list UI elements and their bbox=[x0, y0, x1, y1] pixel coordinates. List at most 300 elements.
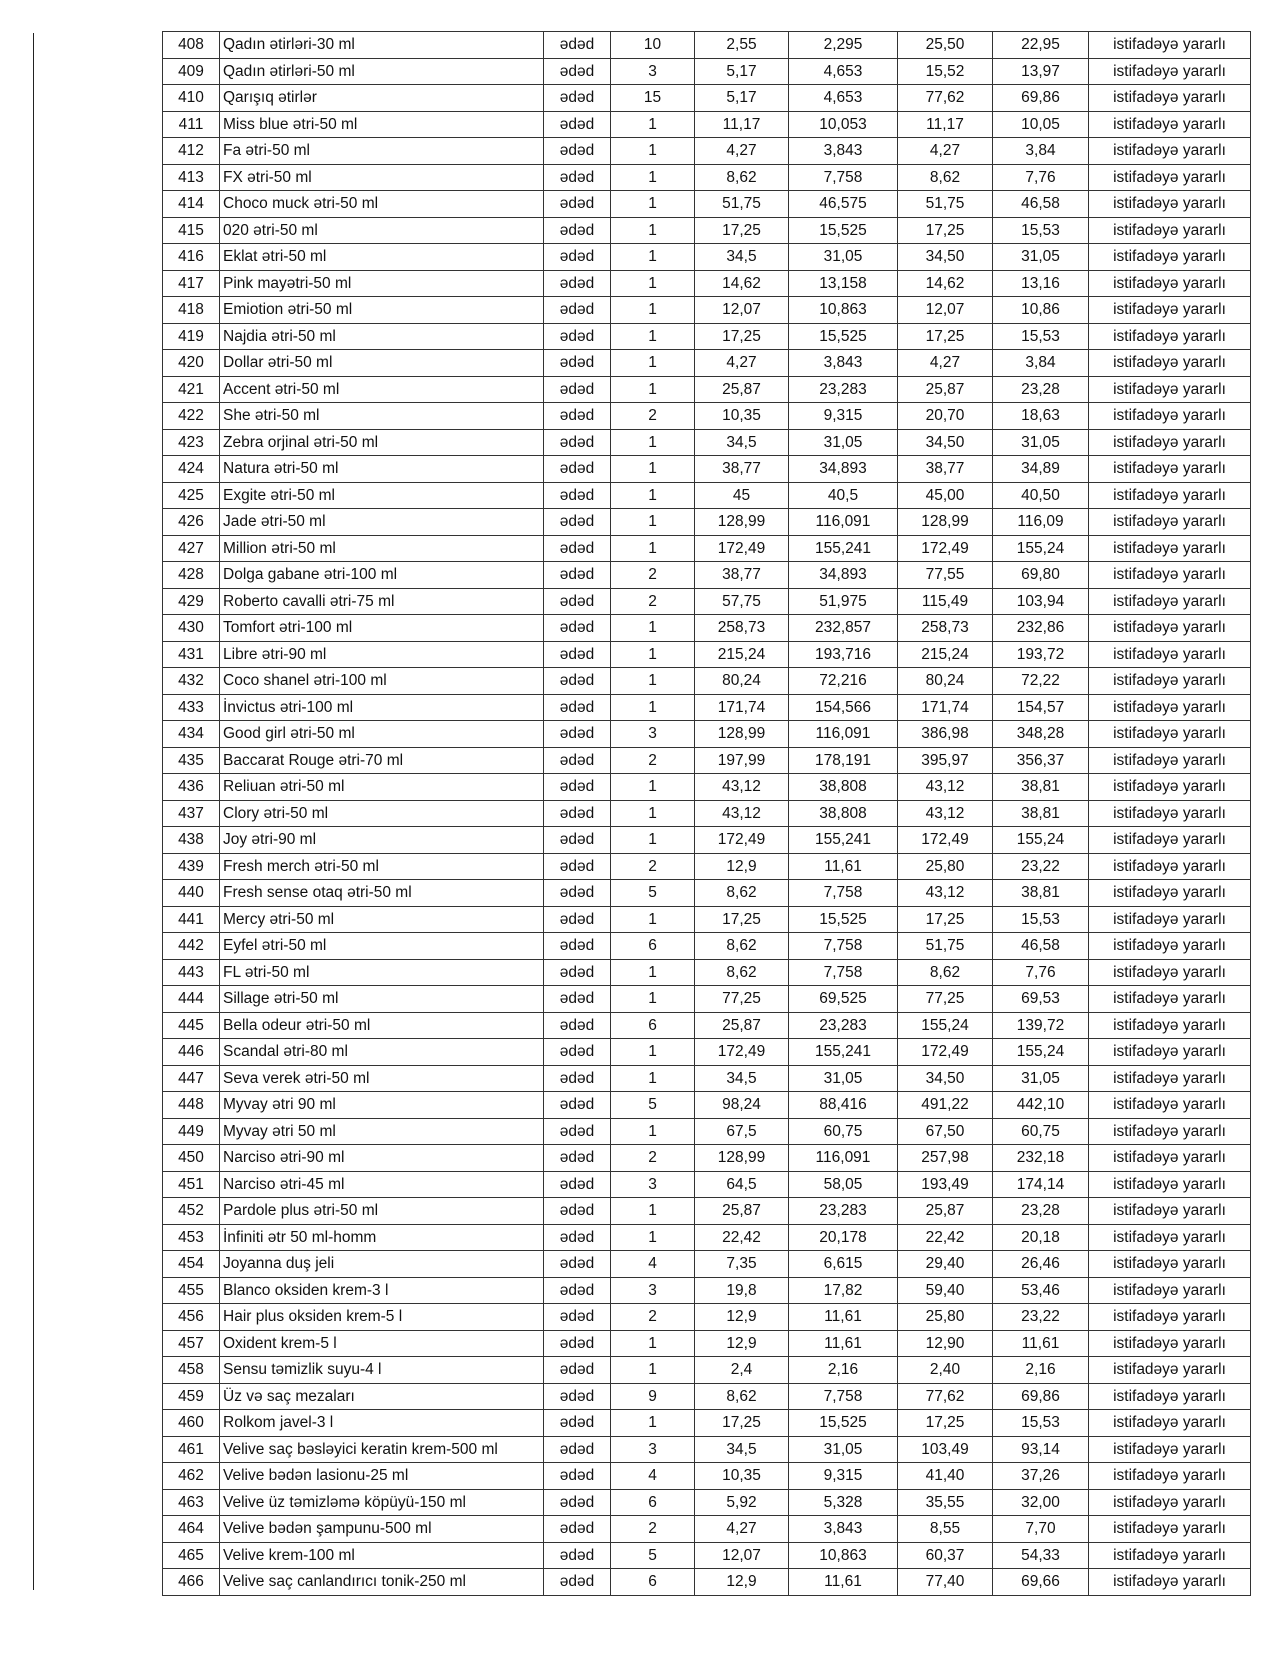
table-row bbox=[163, 1436, 1251, 1463]
row-number-cell: 426 bbox=[163, 509, 220, 536]
quantity-cell: 15 bbox=[611, 85, 695, 112]
table-row bbox=[163, 1516, 1251, 1543]
item-name-cell: Baccarat Rouge ətri-70 ml bbox=[220, 747, 544, 774]
total-residual-cell: 69,86 bbox=[993, 1383, 1089, 1410]
total-amount-cell: 25,50 bbox=[898, 32, 993, 59]
item-name-cell: Velive bədən şampunu-500 ml bbox=[220, 1516, 544, 1543]
total-residual-cell: 38,81 bbox=[993, 774, 1089, 801]
unit-price-residual-cell: 154,566 bbox=[789, 694, 898, 721]
item-name-cell: Blanco oksiden krem-3 l bbox=[220, 1277, 544, 1304]
total-amount-cell: 25,80 bbox=[898, 1304, 993, 1331]
row-number-cell: 447 bbox=[163, 1065, 220, 1092]
unit-price-cell: 8,62 bbox=[695, 959, 789, 986]
row-number-cell: 441 bbox=[163, 906, 220, 933]
quantity-cell: 1 bbox=[611, 217, 695, 244]
total-amount-cell: 257,98 bbox=[898, 1145, 993, 1172]
item-name-cell: Velive krem-100 ml bbox=[220, 1542, 544, 1569]
total-amount-cell: 171,74 bbox=[898, 694, 993, 721]
table-row bbox=[163, 350, 1251, 377]
total-residual-cell: 38,81 bbox=[993, 880, 1089, 907]
total-residual-cell: 2,16 bbox=[993, 1357, 1089, 1384]
row-number-cell: 463 bbox=[163, 1489, 220, 1516]
total-amount-cell: 12,07 bbox=[898, 297, 993, 324]
quantity-cell: 1 bbox=[611, 906, 695, 933]
table-row bbox=[163, 1463, 1251, 1490]
unit-cell: ədəd bbox=[544, 535, 611, 562]
total-residual-cell: 13,97 bbox=[993, 58, 1089, 85]
unit-price-residual-cell: 58,05 bbox=[789, 1171, 898, 1198]
total-residual-cell: 31,05 bbox=[993, 429, 1089, 456]
total-amount-cell: 34,50 bbox=[898, 1065, 993, 1092]
status-cell: istifadəyə yararlı bbox=[1089, 641, 1251, 668]
item-name-cell: Zebra orjinal ətri-50 ml bbox=[220, 429, 544, 456]
item-name-cell: Najdia ətri-50 ml bbox=[220, 323, 544, 350]
item-name-cell: Bella odeur ətri-50 ml bbox=[220, 1012, 544, 1039]
unit-price-residual-cell: 3,843 bbox=[789, 350, 898, 377]
item-name-cell: Sillage ətri-50 ml bbox=[220, 986, 544, 1013]
item-name-cell: Exgite ətri-50 ml bbox=[220, 482, 544, 509]
total-residual-cell: 40,50 bbox=[993, 482, 1089, 509]
unit-price-cell: 8,62 bbox=[695, 933, 789, 960]
row-number-cell: 433 bbox=[163, 694, 220, 721]
quantity-cell: 3 bbox=[611, 1277, 695, 1304]
total-residual-cell: 15,53 bbox=[993, 323, 1089, 350]
item-name-cell: Qadın ətirləri-50 ml bbox=[220, 58, 544, 85]
total-residual-cell: 31,05 bbox=[993, 1065, 1089, 1092]
unit-cell: ədəd bbox=[544, 429, 611, 456]
row-number-cell: 417 bbox=[163, 270, 220, 297]
total-residual-cell: 37,26 bbox=[993, 1463, 1089, 1490]
item-name-cell: Joyanna duş jeli bbox=[220, 1251, 544, 1278]
unit-price-cell: 12,07 bbox=[695, 297, 789, 324]
item-name-cell: Qadın ətirləri-30 ml bbox=[220, 32, 544, 59]
table-row bbox=[163, 1330, 1251, 1357]
table-row bbox=[163, 270, 1251, 297]
total-residual-cell: 15,53 bbox=[993, 1410, 1089, 1437]
status-cell: istifadəyə yararlı bbox=[1089, 1489, 1251, 1516]
unit-price-cell: 34,5 bbox=[695, 244, 789, 271]
status-cell: istifadəyə yararlı bbox=[1089, 58, 1251, 85]
table-row bbox=[163, 1542, 1251, 1569]
unit-price-cell: 128,99 bbox=[695, 721, 789, 748]
row-number-cell: 436 bbox=[163, 774, 220, 801]
item-name-cell: Pardole plus ətri-50 ml bbox=[220, 1198, 544, 1225]
unit-cell: ədəd bbox=[544, 58, 611, 85]
total-residual-cell: 155,24 bbox=[993, 535, 1089, 562]
inventory-table-body bbox=[163, 32, 1251, 1596]
quantity-cell: 1 bbox=[611, 1357, 695, 1384]
quantity-cell: 1 bbox=[611, 694, 695, 721]
total-amount-cell: 43,12 bbox=[898, 800, 993, 827]
unit-price-residual-cell: 3,843 bbox=[789, 138, 898, 165]
total-amount-cell: 34,50 bbox=[898, 429, 993, 456]
quantity-cell: 3 bbox=[611, 1171, 695, 1198]
total-amount-cell: 11,17 bbox=[898, 111, 993, 138]
row-number-cell: 427 bbox=[163, 535, 220, 562]
table-row bbox=[163, 1092, 1251, 1119]
unit-cell: ədəd bbox=[544, 1039, 611, 1066]
table-row bbox=[163, 32, 1251, 59]
status-cell: istifadəyə yararlı bbox=[1089, 880, 1251, 907]
table-row bbox=[163, 244, 1251, 271]
row-number-cell: 422 bbox=[163, 403, 220, 430]
status-cell: istifadəyə yararlı bbox=[1089, 615, 1251, 642]
unit-cell: ədəd bbox=[544, 562, 611, 589]
unit-cell: ədəd bbox=[544, 641, 611, 668]
quantity-cell: 1 bbox=[611, 191, 695, 218]
total-residual-cell: 174,14 bbox=[993, 1171, 1089, 1198]
unit-cell: ədəd bbox=[544, 1092, 611, 1119]
total-amount-cell: 17,25 bbox=[898, 906, 993, 933]
row-number-cell: 425 bbox=[163, 482, 220, 509]
unit-cell: ədəd bbox=[544, 85, 611, 112]
quantity-cell: 5 bbox=[611, 1542, 695, 1569]
unit-cell: ədəd bbox=[544, 297, 611, 324]
unit-price-cell: 34,5 bbox=[695, 1436, 789, 1463]
status-cell: istifadəyə yararlı bbox=[1089, 1277, 1251, 1304]
quantity-cell: 6 bbox=[611, 1569, 695, 1596]
unit-price-cell: 64,5 bbox=[695, 1171, 789, 1198]
unit-price-cell: 2,55 bbox=[695, 32, 789, 59]
total-amount-cell: 17,25 bbox=[898, 217, 993, 244]
status-cell: istifadəyə yararlı bbox=[1089, 774, 1251, 801]
item-name-cell: Scandal ətri-80 ml bbox=[220, 1039, 544, 1066]
unit-cell: ədəd bbox=[544, 482, 611, 509]
table-row bbox=[163, 562, 1251, 589]
unit-price-residual-cell: 116,091 bbox=[789, 509, 898, 536]
row-number-cell: 462 bbox=[163, 1463, 220, 1490]
item-name-cell: Eyfel ətri-50 ml bbox=[220, 933, 544, 960]
total-residual-cell: 22,95 bbox=[993, 32, 1089, 59]
table-row bbox=[163, 456, 1251, 483]
row-number-cell: 410 bbox=[163, 85, 220, 112]
unit-price-residual-cell: 4,653 bbox=[789, 58, 898, 85]
table-row bbox=[163, 668, 1251, 695]
total-residual-cell: 46,58 bbox=[993, 933, 1089, 960]
quantity-cell: 1 bbox=[611, 959, 695, 986]
item-name-cell: Fresh sense otaq ətri-50 ml bbox=[220, 880, 544, 907]
item-name-cell: Eklat ətri-50 ml bbox=[220, 244, 544, 271]
unit-cell: ədəd bbox=[544, 853, 611, 880]
table-row bbox=[163, 1224, 1251, 1251]
status-cell: istifadəyə yararlı bbox=[1089, 959, 1251, 986]
quantity-cell: 1 bbox=[611, 641, 695, 668]
status-cell: istifadəyə yararlı bbox=[1089, 1542, 1251, 1569]
status-cell: istifadəyə yararlı bbox=[1089, 1171, 1251, 1198]
unit-cell: ədəd bbox=[544, 270, 611, 297]
quantity-cell: 5 bbox=[611, 880, 695, 907]
item-name-cell: Fresh merch ətri-50 ml bbox=[220, 853, 544, 880]
unit-price-cell: 12,9 bbox=[695, 1330, 789, 1357]
quantity-cell: 1 bbox=[611, 774, 695, 801]
total-amount-cell: 22,42 bbox=[898, 1224, 993, 1251]
unit-cell: ədəd bbox=[544, 1357, 611, 1384]
item-name-cell: Narciso ətri-90 ml bbox=[220, 1145, 544, 1172]
unit-price-residual-cell: 155,241 bbox=[789, 827, 898, 854]
left-margin-line bbox=[33, 33, 34, 1590]
unit-price-residual-cell: 13,158 bbox=[789, 270, 898, 297]
quantity-cell: 1 bbox=[611, 1065, 695, 1092]
unit-cell: ədəd bbox=[544, 1463, 611, 1490]
table-row bbox=[163, 1251, 1251, 1278]
unit-cell: ədəd bbox=[544, 1251, 611, 1278]
quantity-cell: 1 bbox=[611, 1118, 695, 1145]
status-cell: istifadəyə yararlı bbox=[1089, 1145, 1251, 1172]
total-residual-cell: 11,61 bbox=[993, 1330, 1089, 1357]
table-row bbox=[163, 694, 1251, 721]
unit-price-residual-cell: 15,525 bbox=[789, 323, 898, 350]
total-amount-cell: 193,49 bbox=[898, 1171, 993, 1198]
row-number-cell: 464 bbox=[163, 1516, 220, 1543]
unit-cell: ədəd bbox=[544, 1436, 611, 1463]
table-row bbox=[163, 1304, 1251, 1331]
unit-price-cell: 128,99 bbox=[695, 1145, 789, 1172]
status-cell: istifadəyə yararlı bbox=[1089, 588, 1251, 615]
status-cell: istifadəyə yararlı bbox=[1089, 350, 1251, 377]
total-amount-cell: 77,40 bbox=[898, 1569, 993, 1596]
unit-price-residual-cell: 38,808 bbox=[789, 774, 898, 801]
item-name-cell: Rolkom javel-3 l bbox=[220, 1410, 544, 1437]
row-number-cell: 411 bbox=[163, 111, 220, 138]
total-residual-cell: 31,05 bbox=[993, 244, 1089, 271]
total-residual-cell: 32,00 bbox=[993, 1489, 1089, 1516]
total-residual-cell: 10,05 bbox=[993, 111, 1089, 138]
row-number-cell: 460 bbox=[163, 1410, 220, 1437]
quantity-cell: 1 bbox=[611, 376, 695, 403]
item-name-cell: Roberto cavalli ətri-75 ml bbox=[220, 588, 544, 615]
status-cell: istifadəyə yararlı bbox=[1089, 1410, 1251, 1437]
status-cell: istifadəyə yararlı bbox=[1089, 429, 1251, 456]
row-number-cell: 455 bbox=[163, 1277, 220, 1304]
item-name-cell: FX ətri-50 ml bbox=[220, 164, 544, 191]
quantity-cell: 2 bbox=[611, 562, 695, 589]
total-amount-cell: 172,49 bbox=[898, 827, 993, 854]
row-number-cell: 466 bbox=[163, 1569, 220, 1596]
unit-price-residual-cell: 10,053 bbox=[789, 111, 898, 138]
total-residual-cell: 34,89 bbox=[993, 456, 1089, 483]
total-residual-cell: 23,22 bbox=[993, 853, 1089, 880]
table-row bbox=[163, 1171, 1251, 1198]
unit-price-cell: 43,12 bbox=[695, 800, 789, 827]
table-row bbox=[163, 323, 1251, 350]
total-residual-cell: 7,76 bbox=[993, 164, 1089, 191]
unit-cell: ədəd bbox=[544, 1224, 611, 1251]
unit-price-cell: 25,87 bbox=[695, 1012, 789, 1039]
unit-cell: ədəd bbox=[544, 588, 611, 615]
item-name-cell: Pink mayətri-50 ml bbox=[220, 270, 544, 297]
quantity-cell: 1 bbox=[611, 429, 695, 456]
total-residual-cell: 15,53 bbox=[993, 906, 1089, 933]
row-number-cell: 438 bbox=[163, 827, 220, 854]
total-residual-cell: 155,24 bbox=[993, 1039, 1089, 1066]
item-name-cell: Dollar ətri-50 ml bbox=[220, 350, 544, 377]
status-cell: istifadəyə yararlı bbox=[1089, 1198, 1251, 1225]
unit-price-residual-cell: 15,525 bbox=[789, 906, 898, 933]
row-number-cell: 454 bbox=[163, 1251, 220, 1278]
total-amount-cell: 38,77 bbox=[898, 456, 993, 483]
unit-cell: ədəd bbox=[544, 1012, 611, 1039]
table-row bbox=[163, 85, 1251, 112]
item-name-cell: Natura ətri-50 ml bbox=[220, 456, 544, 483]
unit-price-residual-cell: 31,05 bbox=[789, 1065, 898, 1092]
row-number-cell: 423 bbox=[163, 429, 220, 456]
total-amount-cell: 17,25 bbox=[898, 323, 993, 350]
unit-price-cell: 34,5 bbox=[695, 429, 789, 456]
unit-price-residual-cell: 9,315 bbox=[789, 403, 898, 430]
status-cell: istifadəyə yararlı bbox=[1089, 191, 1251, 218]
total-residual-cell: 69,66 bbox=[993, 1569, 1089, 1596]
unit-price-cell: 34,5 bbox=[695, 1065, 789, 1092]
total-amount-cell: 115,49 bbox=[898, 588, 993, 615]
total-residual-cell: 54,33 bbox=[993, 1542, 1089, 1569]
unit-price-cell: 10,35 bbox=[695, 1463, 789, 1490]
quantity-cell: 2 bbox=[611, 588, 695, 615]
total-amount-cell: 4,27 bbox=[898, 350, 993, 377]
item-name-cell: Hair plus oksiden krem-5 l bbox=[220, 1304, 544, 1331]
unit-price-cell: 17,25 bbox=[695, 323, 789, 350]
unit-price-cell: 8,62 bbox=[695, 880, 789, 907]
unit-price-residual-cell: 4,653 bbox=[789, 85, 898, 112]
total-amount-cell: 25,87 bbox=[898, 1198, 993, 1225]
unit-cell: ədəd bbox=[544, 164, 611, 191]
total-amount-cell: 155,24 bbox=[898, 1012, 993, 1039]
total-residual-cell: 60,75 bbox=[993, 1118, 1089, 1145]
table-row bbox=[163, 747, 1251, 774]
quantity-cell: 3 bbox=[611, 58, 695, 85]
status-cell: istifadəyə yararlı bbox=[1089, 853, 1251, 880]
unit-price-residual-cell: 23,283 bbox=[789, 1198, 898, 1225]
total-amount-cell: 258,73 bbox=[898, 615, 993, 642]
unit-cell: ədəd bbox=[544, 1489, 611, 1516]
status-cell: istifadəyə yararlı bbox=[1089, 270, 1251, 297]
item-name-cell: Qarışıq ətirlər bbox=[220, 85, 544, 112]
unit-cell: ədəd bbox=[544, 827, 611, 854]
status-cell: istifadəyə yararlı bbox=[1089, 1065, 1251, 1092]
row-number-cell: 452 bbox=[163, 1198, 220, 1225]
status-cell: istifadəyə yararlı bbox=[1089, 138, 1251, 165]
row-number-cell: 408 bbox=[163, 32, 220, 59]
unit-price-cell: 19,8 bbox=[695, 1277, 789, 1304]
table-row bbox=[163, 986, 1251, 1013]
unit-cell: ədəd bbox=[544, 323, 611, 350]
item-name-cell: Coco shanel ətri-100 ml bbox=[220, 668, 544, 695]
status-cell: istifadəyə yararlı bbox=[1089, 111, 1251, 138]
status-cell: istifadəyə yararlı bbox=[1089, 827, 1251, 854]
table-row bbox=[163, 1277, 1251, 1304]
table-row bbox=[163, 164, 1251, 191]
unit-price-residual-cell: 232,857 bbox=[789, 615, 898, 642]
status-cell: istifadəyə yararlı bbox=[1089, 1039, 1251, 1066]
unit-price-cell: 22,42 bbox=[695, 1224, 789, 1251]
row-number-cell: 458 bbox=[163, 1357, 220, 1384]
table-row bbox=[163, 800, 1251, 827]
unit-price-residual-cell: 11,61 bbox=[789, 1330, 898, 1357]
total-amount-cell: 103,49 bbox=[898, 1436, 993, 1463]
unit-price-residual-cell: 40,5 bbox=[789, 482, 898, 509]
total-amount-cell: 25,87 bbox=[898, 376, 993, 403]
item-name-cell: Velive saç bəsləyici keratin krem-500 ml bbox=[220, 1436, 544, 1463]
table-row bbox=[163, 1118, 1251, 1145]
total-residual-cell: 116,09 bbox=[993, 509, 1089, 536]
table-row bbox=[163, 1489, 1251, 1516]
unit-price-cell: 80,24 bbox=[695, 668, 789, 695]
unit-price-cell: 12,9 bbox=[695, 1304, 789, 1331]
status-cell: istifadəyə yararlı bbox=[1089, 1251, 1251, 1278]
status-cell: istifadəyə yararlı bbox=[1089, 1436, 1251, 1463]
row-number-cell: 419 bbox=[163, 323, 220, 350]
quantity-cell: 1 bbox=[611, 297, 695, 324]
status-cell: istifadəyə yararlı bbox=[1089, 1357, 1251, 1384]
quantity-cell: 9 bbox=[611, 1383, 695, 1410]
table-row bbox=[163, 853, 1251, 880]
table-row bbox=[163, 482, 1251, 509]
total-amount-cell: 77,25 bbox=[898, 986, 993, 1013]
row-number-cell: 415 bbox=[163, 217, 220, 244]
row-number-cell: 409 bbox=[163, 58, 220, 85]
unit-price-cell: 11,17 bbox=[695, 111, 789, 138]
table-row bbox=[163, 721, 1251, 748]
unit-price-residual-cell: 23,283 bbox=[789, 1012, 898, 1039]
total-amount-cell: 25,80 bbox=[898, 853, 993, 880]
total-residual-cell: 154,57 bbox=[993, 694, 1089, 721]
table-row bbox=[163, 1145, 1251, 1172]
total-amount-cell: 51,75 bbox=[898, 933, 993, 960]
status-cell: istifadəyə yararlı bbox=[1089, 986, 1251, 1013]
unit-price-cell: 5,17 bbox=[695, 58, 789, 85]
inventory-table bbox=[162, 31, 1251, 1596]
unit-cell: ədəd bbox=[544, 1171, 611, 1198]
unit-price-cell: 17,25 bbox=[695, 217, 789, 244]
row-number-cell: 421 bbox=[163, 376, 220, 403]
unit-cell: ədəd bbox=[544, 1410, 611, 1437]
quantity-cell: 1 bbox=[611, 1410, 695, 1437]
unit-price-residual-cell: 2,16 bbox=[789, 1357, 898, 1384]
quantity-cell: 1 bbox=[611, 509, 695, 536]
unit-cell: ədəd bbox=[544, 138, 611, 165]
unit-price-residual-cell: 31,05 bbox=[789, 429, 898, 456]
item-name-cell: 020 ətri-50 ml bbox=[220, 217, 544, 244]
table-row bbox=[163, 1039, 1251, 1066]
total-residual-cell: 23,28 bbox=[993, 376, 1089, 403]
total-residual-cell: 13,16 bbox=[993, 270, 1089, 297]
quantity-cell: 2 bbox=[611, 403, 695, 430]
quantity-cell: 6 bbox=[611, 1012, 695, 1039]
status-cell: istifadəyə yararlı bbox=[1089, 1304, 1251, 1331]
status-cell: istifadəyə yararlı bbox=[1089, 323, 1251, 350]
quantity-cell: 4 bbox=[611, 1463, 695, 1490]
total-amount-cell: 395,97 bbox=[898, 747, 993, 774]
total-amount-cell: 34,50 bbox=[898, 244, 993, 271]
total-residual-cell: 139,72 bbox=[993, 1012, 1089, 1039]
quantity-cell: 1 bbox=[611, 1039, 695, 1066]
item-name-cell: Miss blue ətri-50 ml bbox=[220, 111, 544, 138]
quantity-cell: 1 bbox=[611, 535, 695, 562]
quantity-cell: 1 bbox=[611, 1330, 695, 1357]
unit-price-cell: 45 bbox=[695, 482, 789, 509]
row-number-cell: 445 bbox=[163, 1012, 220, 1039]
row-number-cell: 446 bbox=[163, 1039, 220, 1066]
total-amount-cell: 4,27 bbox=[898, 138, 993, 165]
total-residual-cell: 193,72 bbox=[993, 641, 1089, 668]
unit-price-residual-cell: 7,758 bbox=[789, 933, 898, 960]
item-name-cell: Sensu təmizlik suyu-4 l bbox=[220, 1357, 544, 1384]
unit-price-residual-cell: 17,82 bbox=[789, 1277, 898, 1304]
quantity-cell: 1 bbox=[611, 456, 695, 483]
quantity-cell: 5 bbox=[611, 1092, 695, 1119]
unit-cell: ədəd bbox=[544, 217, 611, 244]
row-number-cell: 432 bbox=[163, 668, 220, 695]
row-number-cell: 451 bbox=[163, 1171, 220, 1198]
